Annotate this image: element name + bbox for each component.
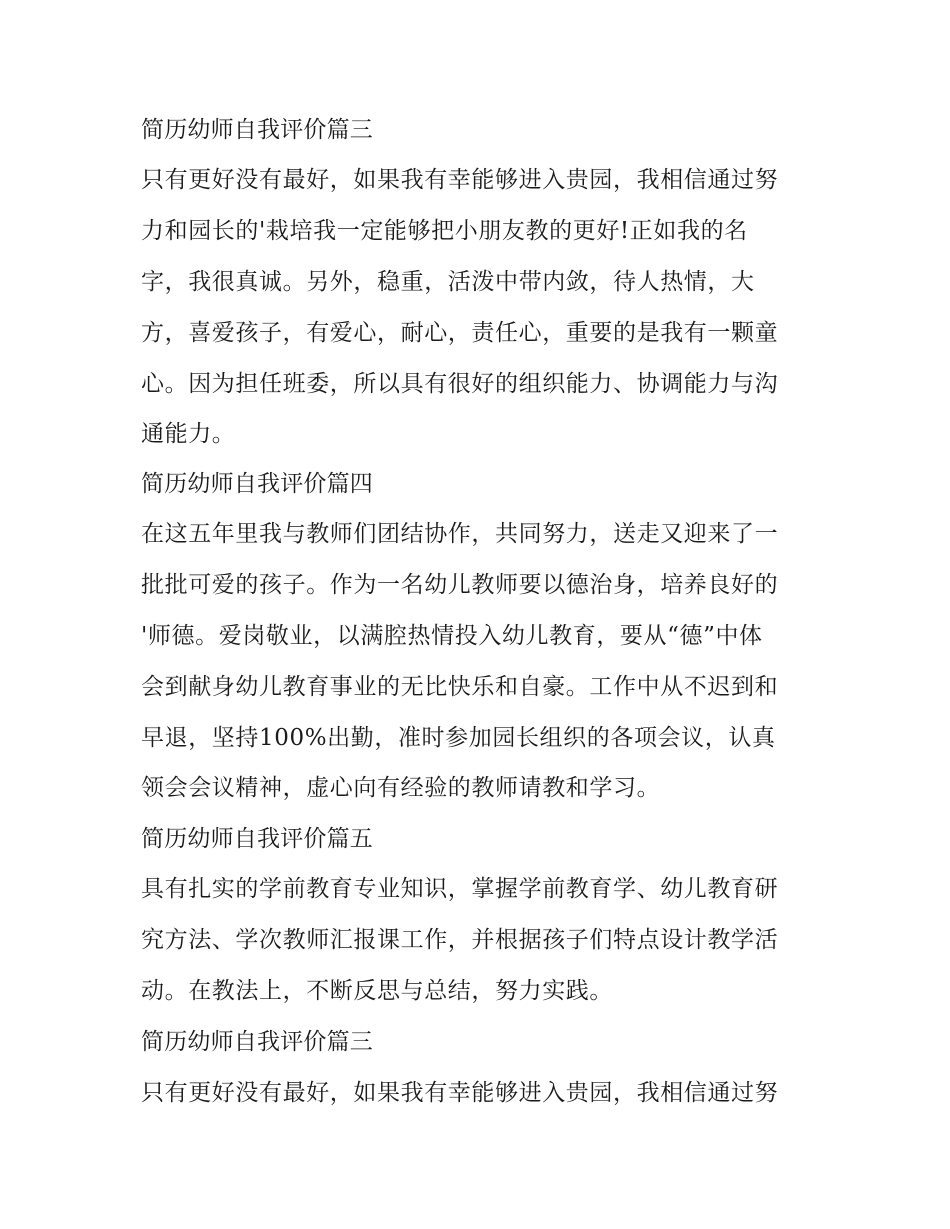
paragraph-line: 只有更好没有最好，如果我有幸能够进入贵园，我相信通过努	[141, 167, 779, 193]
paragraph-line: 方，喜爱孩子，有爱心，耐心，责任心，重要的是我有一颗童	[141, 320, 779, 346]
paragraph-line: 在这五年里我与教师们团结协作，共同努力，送走又迎来了一	[141, 521, 779, 547]
section-heading: 简历幼师自我评价篇三	[141, 117, 373, 143]
section-heading: 简历幼师自我评价篇三	[141, 1029, 373, 1055]
paragraph-line: 批批可爱的孩子。作为一名幼儿教师要以德治身，培养良好的	[141, 572, 779, 598]
paragraph-line: 力和园长的'栽培我一定能够把小朋友教的更好!正如我的名	[141, 218, 748, 244]
paragraph-line: 领会会议精神，虚心向有经验的教师请教和学习。	[141, 775, 661, 801]
paragraph-line: 字，我很真诚。另外，稳重，活泼中带内敛，待人热情，大	[141, 269, 755, 295]
paragraph-line: 早退，坚持100%出勤，准时参加园长组织的各项会议，认真	[141, 725, 776, 751]
paragraph-line: 动。在教法上，不断反思与总结，努力实践。	[141, 978, 613, 1004]
paragraph-line: 究方法、学次教师汇报课工作，并根据孩子们特点设计教学活	[141, 927, 779, 953]
paragraph-line: 心。因为担任班委，所以具有很好的组织能力、协调能力与沟	[141, 371, 779, 397]
paragraph-line: 通能力。	[141, 421, 236, 447]
paragraph-line: 会到献身幼儿教育事业的无比快乐和自豪。工作中从不迟到和	[141, 674, 779, 700]
paragraph-line: '师德。爱岗敬业，以满腔热情投入幼儿教育，要从“德”中体	[141, 623, 763, 649]
paragraph-line: 只有更好没有最好，如果我有幸能够进入贵园，我相信通过努	[141, 1080, 779, 1106]
section-heading: 简历幼师自我评价篇五	[141, 826, 373, 852]
section-heading: 简历幼师自我评价篇四	[141, 471, 373, 497]
paragraph-line: 具有扎实的学前教育专业知识，掌握学前教育学、幼儿教育研	[141, 876, 779, 902]
